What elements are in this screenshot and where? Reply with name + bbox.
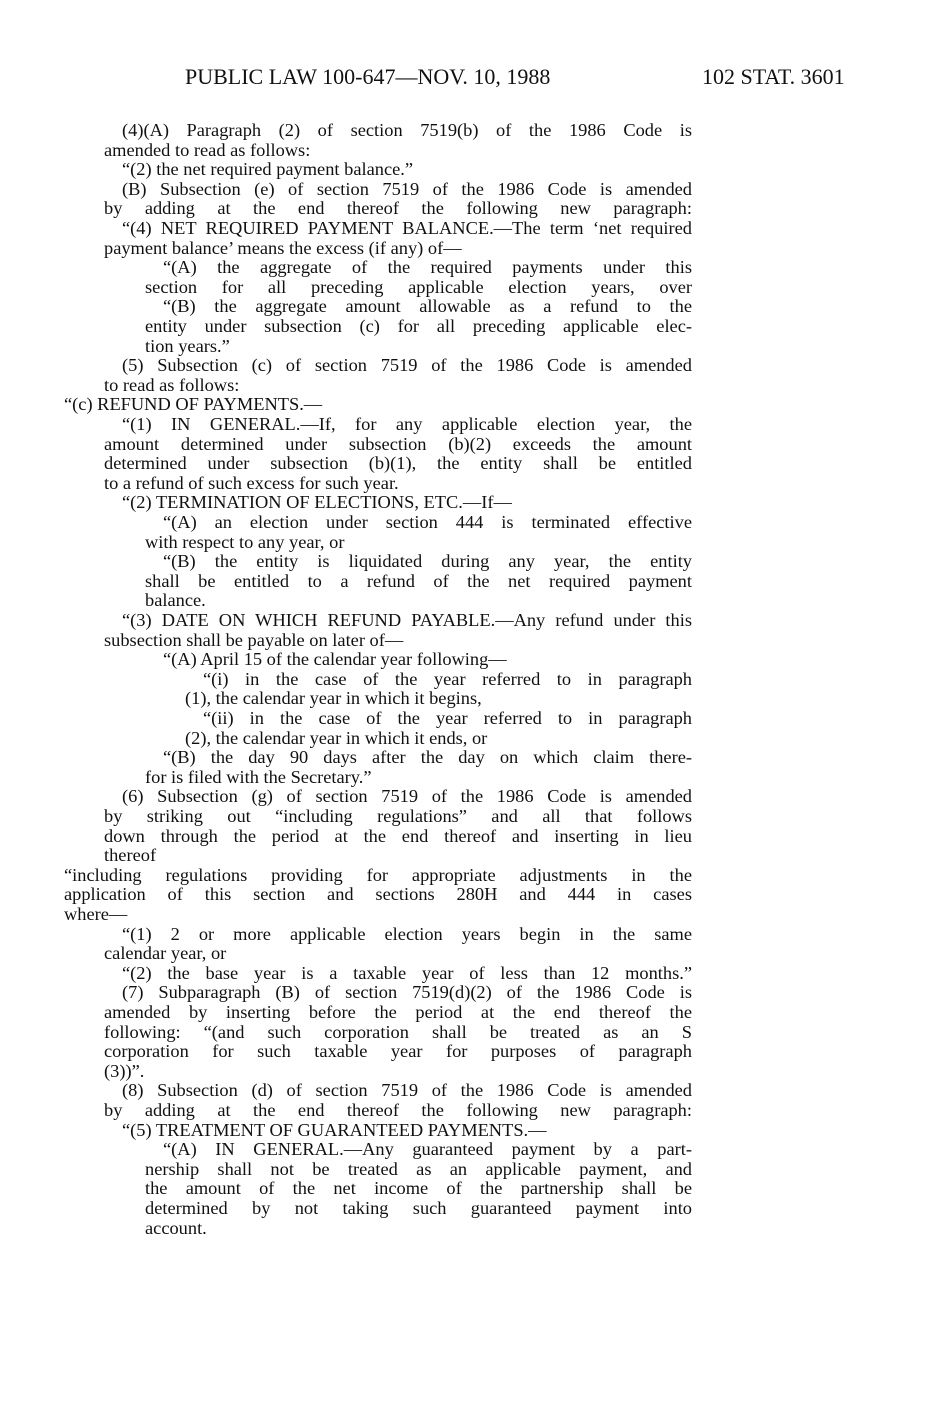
text-line: entity under subsection (c) for all preceding applicable elec- <box>145 316 692 336</box>
text-line: by striking out “including regulations” and all that follows <box>104 806 692 826</box>
text-line: with respect to any year, or <box>145 531 345 552</box>
page-number: 102 STAT. 3601 <box>702 64 845 89</box>
text-line: by adding at the end thereof the following new paragraph: <box>104 1100 692 1120</box>
text-line: following: “(and such corporation shall be treated as an S <box>104 1021 692 1042</box>
text-line: amended to read as follows: <box>104 139 311 160</box>
text-line: “(2) TERMINATION OF ELECTIONS, ETC.—If— <box>122 492 512 513</box>
text-line: corporation for such taxable year for purposes of paragraph <box>104 1041 692 1062</box>
text-line: (6) Subsection (g) of section 7519 of the 1986 Code is amended <box>122 786 692 807</box>
text-line: “(2) the base year is a taxable year of less than 12 months.” <box>122 962 692 983</box>
text-line: “(B) the aggregate amount allowable as a refund to the <box>163 296 692 317</box>
text-line: where— <box>64 904 128 924</box>
text-line: (5) Subsection (c) of section 7519 of the 1986 Code is amended <box>122 355 692 376</box>
text-line: “(1) IN GENERAL.—If, for any applicable election year, the <box>122 414 692 434</box>
text-line: “(ii) in the case of the year referred to in paragraph <box>203 708 692 728</box>
text-line: “(3) DATE ON WHICH REFUND PAYABLE.—Any refund under this <box>122 610 692 630</box>
text-line: by adding at the end thereof the following new paragraph: <box>104 198 692 219</box>
text-line: the amount of the net income of the partnership shall be <box>145 1178 692 1199</box>
text-line: determined by not taking such guaranteed payment into <box>145 1198 692 1218</box>
text-line: (4)(A) Paragraph (2) of section 7519(b) of the 1986 Code is <box>122 120 692 140</box>
text-line: (3))”. <box>104 1060 145 1081</box>
text-line: (7) Subparagraph (B) of section 7519(d)(2) of the 1986 Code is <box>122 982 692 1003</box>
text-line: “(A) IN GENERAL.—Any guaranteed payment by a part- <box>163 1139 692 1160</box>
text-line: “(5) TREATMENT OF GUARANTEED PAYMENTS.— <box>122 1119 547 1140</box>
text-line: “(B) the entity is liquidated during any year, the entity <box>163 551 692 572</box>
text-line: (1), the calendar year in which it begins, <box>185 688 482 709</box>
text-line: “(c) REFUND OF PAYMENTS.— <box>64 394 323 415</box>
text-line: to read as follows: <box>104 374 240 395</box>
text-line: “(2) the net required payment balance.” <box>122 159 414 180</box>
text-line: account. <box>145 1217 207 1238</box>
text-line: “(A) April 15 of the calendar year following— <box>163 649 507 670</box>
text-line: determined under subsection (b)(1), the entity shall be entitled <box>104 453 692 474</box>
running-header-title: PUBLIC LAW 100-647—NOV. 10, 1988 <box>185 64 551 89</box>
text-line: thereof <box>104 845 157 866</box>
text-line: section for all preceding applicable election years, over <box>145 276 692 297</box>
text-line: to a refund of such excess for such year. <box>104 472 399 493</box>
text-line: tion years.” <box>145 335 230 356</box>
text-line: “(A) the aggregate of the required payments under this <box>163 257 692 278</box>
text-line: for is filed with the Secretary.” <box>145 766 372 787</box>
text-line: (8) Subsection (d) of section 7519 of the 1986 Code is amended <box>122 1080 692 1101</box>
text-line: subsection shall be payable on later of— <box>104 629 404 650</box>
text-line: payment balance’ means the excess (if any) of— <box>104 237 462 258</box>
text-line: amount determined under subsection (b)(2) exceeds the amount <box>104 433 692 454</box>
text-line: “(A) an election under section 444 is terminated effective <box>163 512 692 532</box>
text-line: “(1) 2 or more applicable election years begin in the same <box>122 923 692 944</box>
text-line: balance. <box>145 590 206 611</box>
text-line: (2), the calendar year in which it ends, or <box>185 727 488 748</box>
text-line: “(i) in the case of the year referred to in paragraph <box>203 668 692 689</box>
text-line: application of this section and sections 280H and 444 in cases <box>64 884 692 905</box>
text-line: shall be entitled to a refund of the net required payment <box>145 570 692 591</box>
text-line: amended by inserting before the period at the end thereof the <box>104 1002 692 1022</box>
text-line: down through the period at the end thereof and inserting in lieu <box>104 825 692 846</box>
text-line: “(4) NET REQUIRED PAYMENT BALANCE.—The term ‘net required <box>122 218 692 238</box>
text-line: (B) Subsection (e) of section 7519 of the 1986 Code is amended <box>122 178 692 199</box>
text-line: calendar year, or <box>104 943 227 964</box>
text-line: nership shall not be treated as an applicable payment, and <box>145 1158 692 1179</box>
text-line: “including regulations providing for appropriate adjustments in the <box>64 864 692 885</box>
text-line: “(B) the day 90 days after the day on which claim there- <box>163 747 692 768</box>
